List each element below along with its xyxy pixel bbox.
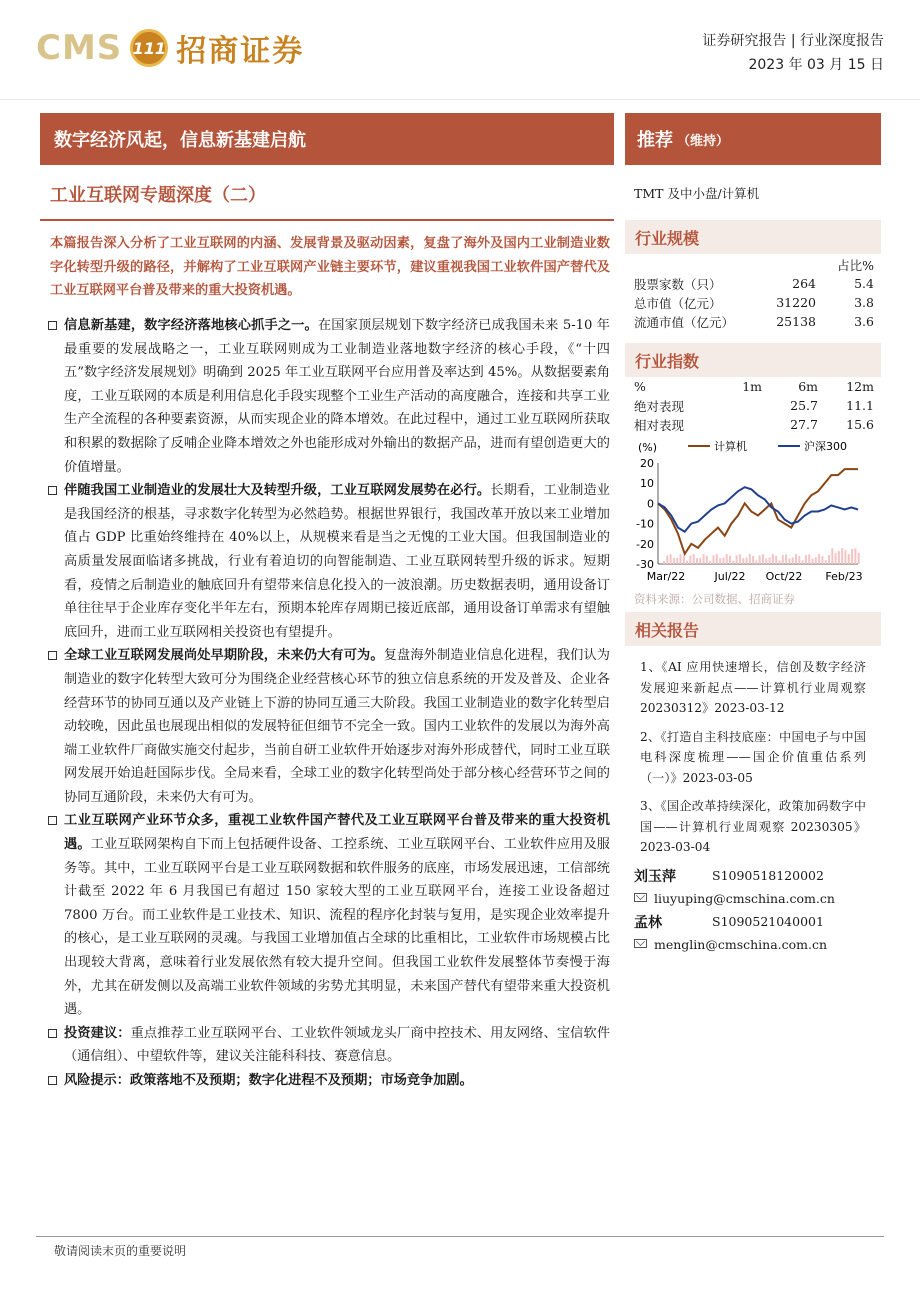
volume-bar	[703, 554, 705, 564]
logo-latin: CMS	[36, 28, 123, 68]
paragraph-text: 在国家顶层规划下数字经济已成我国未来 5-10 年最重要的发展战略之一，工业互联网则成为工业制造业落地数字经济的核心手段，《“十四五”数字经济发展规划》明确到 2025 年工业互联网平台应用普及率达到 45%。从数据要素角度，工业互联网的本质是利用信息化手段实现整个工业生产活动的高度融合，连接和共享工业生产全流程的各种要素资源，从而实现企业的降本增效。在此过程中，通过工业互联网所获取和积累的数据除了反哺企业降本增效之外也能形成对外输出的数据产品，进而有望创造更大的价值增量。	[64, 318, 610, 475]
volume-bar	[818, 554, 820, 564]
subtitle-divider	[40, 219, 614, 221]
volume-bar	[845, 550, 847, 564]
volume-bar	[762, 554, 764, 564]
y-tick-label: 0	[647, 497, 654, 511]
volume-bar	[782, 555, 784, 564]
y-tick-label: 20	[640, 457, 654, 470]
volume-bar	[666, 556, 668, 564]
bullet-paragraph	[48, 1022, 610, 1069]
mail-icon	[634, 893, 647, 902]
related-report-item[interactable]: 3、《国企改革持续深化，政策加码数字中国——计算机行业周观察 20230305》2023-03-04	[640, 799, 866, 854]
industry-scale-heading-text: 行业规模	[635, 228, 700, 248]
volume-bar	[719, 558, 721, 564]
volume-bar	[785, 554, 787, 564]
volume-bar	[805, 555, 807, 564]
paragraph-lead: 风险提示：政策落地不及预期；数字化进程不及预期；市场竞争加剧。	[64, 1073, 473, 1088]
industry-scale-heading	[625, 220, 881, 254]
paragraph-lead: 投资建议：	[64, 1025, 131, 1041]
legend-label: 沪深300	[804, 440, 847, 453]
col-header: 1m	[742, 379, 762, 394]
volume-bar	[742, 558, 744, 564]
table-row	[634, 415, 874, 434]
analyst-name: 孟林	[634, 914, 662, 931]
row-6m: 27.7	[790, 417, 818, 432]
volume-bar	[696, 558, 698, 564]
volume-bar	[841, 548, 843, 564]
volume-bar	[838, 551, 840, 564]
volume-bar	[713, 555, 715, 564]
volume-bar	[825, 560, 827, 564]
logo-cn: 招商证券	[176, 34, 305, 69]
table-row	[634, 312, 874, 331]
report-title: 数字经济风起，信息新基建启航	[54, 130, 306, 151]
bullet-paragraph	[48, 1069, 610, 1093]
volume-bar	[736, 555, 738, 564]
analyst-row	[634, 910, 874, 933]
volume-bar	[755, 561, 757, 564]
x-tick-label: Feb/23	[825, 570, 863, 583]
y-tick-label: -10	[636, 517, 654, 531]
rating-bar	[625, 113, 881, 165]
rating-note: （维持）	[677, 133, 730, 149]
related-reports-heading	[625, 612, 881, 646]
legend-label: 计算机	[714, 440, 747, 453]
volume-bar	[765, 558, 767, 564]
checkbox-bullet-icon	[48, 651, 57, 660]
x-tick-label: Jul/22	[714, 570, 746, 583]
volume-bar	[795, 554, 797, 564]
analyst-email-row	[634, 887, 874, 910]
checkbox-bullet-icon	[48, 1029, 57, 1038]
analysts-block	[634, 864, 874, 956]
chart-source: 资料来源：公司数据、招商证券	[634, 592, 795, 606]
volume-bar	[663, 561, 665, 564]
title-bar	[40, 113, 614, 165]
row-pct: 3.6	[854, 314, 874, 329]
volume-bar	[812, 559, 814, 564]
volume-bar	[752, 556, 754, 564]
paragraph-text: 长期看，工业制造业是我国经济的根基，寻求数字化转型为必然趋势。根据世界银行，我国改革开放以来工业增加值占 GDP 比重始终维持在 40%以上，从规模来看是当之无愧的工业大国。但我国制造业的高质量发展面临诸多挑战，行业有着迫切的向智能制造、工业互联网转型升级的诉求。短期看，疫情之后制造业的触底回升有望带来信息化投入的一波浪潮。历史数据表明，通用设备订单往往早于企业库存变化半年左右，预期本轮库存周期已接近底部，通用设备订单需求有望触底回升，进而工业互联网相关投资也有望提升。	[64, 483, 610, 640]
x-tick-label: Oct/22	[765, 570, 803, 583]
analyst-email[interactable]: liuyuping@cmschina.com.cn	[654, 891, 835, 906]
related-report-item[interactable]: 2、《打造自主科技底座：中国电子与中国电科深度梳理——国企价值重估系列（一）》2023-03-05	[640, 729, 866, 785]
volume-bar	[726, 554, 728, 564]
row-label: 股票家数（只）	[634, 276, 722, 292]
volume-bar	[808, 554, 810, 564]
y-tick-label: -30	[636, 558, 654, 571]
volume-bar	[851, 549, 853, 564]
report-type: 证券研究报告 | 行业深度报告	[702, 33, 884, 49]
table-row	[634, 396, 874, 415]
volume-bar	[673, 558, 675, 564]
paragraph-text: 复盘海外制造业信息化进程，我们认为制造业的数字化转型大致可分为围绕企业经营核心环节的独立信息系统的开发及普及、企业各经营环节的协同互通以及产业链上下游的协同互通三大阶段。我国工业制造业的数字化转型启动较晚，因此虽也展现出相似的发展特征但细节不完全一致。国内工业软件的发展以为海外高端工业软件厂商做实施交付起步，当前自研工业软件开始逐步对海外形成替代，同时工业互联网发展开始追赶国际步伐。全局来看，全球工业的数字化转型尚处于部分核心经营环节之间的协同互通阶段，未来仍大有可为。	[64, 648, 610, 805]
row-value: 264	[792, 276, 816, 291]
cms-logo	[36, 22, 304, 74]
related-report-item[interactable]: 1、《AI 应用快速增长，信创及数字经济发展迎来新起点——计算机行业周观察 20230312》2023-03-12	[640, 660, 866, 715]
analyst-id: S1090518120002	[712, 868, 824, 883]
series-line-computer	[658, 469, 858, 554]
industry-scale-table	[634, 255, 874, 331]
volume-bar	[680, 554, 682, 564]
y-tick-label: 10	[640, 477, 654, 491]
volume-bar	[802, 560, 804, 564]
volume-bar	[788, 559, 790, 564]
industry-index-table	[634, 377, 874, 434]
logo-emblem-icon: 111	[130, 29, 168, 67]
col-header: %	[634, 379, 646, 394]
paragraph-lead: 信息新基建，数字经济落地核心抓手之一。	[64, 318, 318, 333]
volume-bar	[858, 553, 860, 564]
paragraph-text: 工业互联网架构自下而上包括硬件设备、工控系统、工业互联网平台、工业软件应用及服务等。其中，工业互联网平台是工业互联网数据和软件服务的底座，市场发展迅速，工信部统计截至 2022 年 6 月我国已有超过 150 家较大型的工业互联网平台，连接工业设备超过 7800 万台。而工业软件是工业技术、知识、流程的程序化封装与复用，是实现企业效率提升的核心，是工业互联网的灵魂。与我国工业增加值占全球的比重相比，工业软件市场规模占比出现较大背离，意味着行业发展依然有较大提升空间。但我国工业软件发展整体节奏慢于海外，尤其在研发侧以及高端工业软件领域的劣势尤其明显，未来国产替代有望带来重大投资机遇。	[64, 837, 610, 1018]
table-row	[634, 274, 874, 293]
analyst-name: 刘玉萍	[634, 868, 676, 885]
volume-bar	[772, 554, 774, 564]
related-reports-heading-text: 相关报告	[635, 620, 700, 640]
industry-index-heading-text: 行业指数	[635, 351, 700, 371]
volume-bar	[835, 553, 837, 564]
analyst-email-row	[634, 933, 874, 956]
row-6m: 25.7	[790, 398, 818, 413]
index-line-chart	[628, 438, 880, 586]
volume-bar	[759, 555, 761, 564]
volume-bar	[729, 556, 731, 564]
table-row	[634, 293, 874, 312]
volume-bar	[732, 561, 734, 564]
x-tick-label: Mar/22	[646, 570, 686, 583]
volume-bar	[848, 554, 850, 564]
paragraph-lead: 全球工业互联网发展尚处早期阶段，未来仍大有可为。	[64, 648, 384, 664]
report-date: 2023 年 03 月 15 日	[748, 57, 884, 73]
volume-bar	[854, 548, 856, 564]
report-subtitle: 工业互联网专题深度（二）	[50, 185, 266, 206]
volume-bar	[689, 555, 691, 564]
rating-label: 推荐	[637, 130, 673, 151]
industry-index-heading	[625, 343, 881, 377]
body-text	[48, 314, 610, 1093]
checkbox-bullet-icon	[48, 816, 57, 825]
checkbox-bullet-icon	[48, 486, 57, 495]
row-12m: 15.6	[846, 417, 874, 432]
volume-bar	[775, 556, 777, 564]
paragraph-lead: 伴随我国工业制造业的发展壮大及转型升级，工业互联网发展势在必行。	[64, 483, 491, 499]
mail-icon	[634, 939, 647, 948]
volume-bar	[779, 560, 781, 564]
y-axis-label: (%)	[638, 441, 658, 454]
volume-bar	[676, 558, 678, 564]
footer-divider	[36, 1236, 884, 1237]
summary-text: 本篇报告深入分析了工业互联网的内涵、发展背景及驱动因素，复盘了海外及国内工业制造业数字化转型升级的路径，并解构了工业互联网产业链主要环节，建议重视我国工业软件国产替代及工业互联网平台普及带来的重大投资机遇。	[50, 236, 610, 298]
volume-bar	[828, 555, 830, 564]
row-pct: 5.4	[854, 276, 874, 291]
volume-bar	[749, 554, 751, 564]
volume-bar	[683, 556, 685, 564]
volume-bar	[706, 556, 708, 564]
table-header-row	[634, 255, 874, 274]
col-header: 12m	[846, 379, 874, 394]
analyst-id: S1090521040001	[712, 914, 824, 929]
volume-bar	[716, 554, 718, 564]
volume-bar	[769, 557, 771, 564]
volume-bar	[815, 557, 817, 564]
volume-bar	[831, 548, 833, 564]
related-reports-list	[640, 657, 866, 866]
analyst-email[interactable]: menglin@cmschina.com.cn	[654, 937, 828, 952]
volume-bar	[739, 554, 741, 564]
col-header: 6m	[798, 379, 818, 394]
volume-bar	[792, 557, 794, 564]
footer-note: 敬请阅读末页的重要说明	[54, 1244, 187, 1258]
paragraph-text: 重点推荐工业互联网平台、工业软件领域龙头厂商中控技术、用友网络、宝信软件（通信组）、中望软件等，建议关注能科科技、赛意信息。	[64, 1025, 611, 1065]
volume-bar	[699, 558, 701, 564]
volume-bar	[798, 556, 800, 564]
bullet-paragraph	[48, 809, 610, 1021]
series-line-hs300	[658, 487, 858, 532]
volume-bar	[670, 554, 672, 564]
table-header-row	[634, 377, 874, 396]
sector-label: TMT 及中小盘/计算机	[634, 186, 760, 201]
volume-bar	[709, 561, 711, 564]
row-label: 绝对表现	[634, 398, 685, 414]
row-label: 相对表现	[634, 417, 685, 433]
checkbox-bullet-icon	[48, 1076, 57, 1085]
volume-bar	[686, 561, 688, 564]
row-value: 25138	[776, 314, 816, 329]
row-label: 总市值（亿元）	[634, 295, 722, 311]
volume-bar	[821, 556, 823, 564]
bullet-paragraph	[48, 479, 610, 644]
volume-bar	[693, 554, 695, 564]
checkbox-bullet-icon	[48, 321, 57, 330]
paragraph-lead: 工业互联网产业环节众多，重视工业软件国产替代及工业互联网平台普及带来的重大投资机遇。	[64, 813, 610, 853]
row-12m: 11.1	[846, 398, 874, 413]
row-value: 31220	[776, 295, 816, 310]
y-tick-label: -20	[636, 537, 654, 551]
header-divider	[0, 99, 920, 100]
volume-bar	[722, 558, 724, 564]
analyst-row	[634, 864, 874, 887]
row-pct: 3.8	[854, 295, 874, 310]
row-label: 流通市值（亿元）	[634, 314, 735, 330]
bullet-paragraph	[48, 644, 610, 809]
pct-header: 占比%	[837, 257, 874, 273]
volume-bar	[746, 558, 748, 564]
bullet-paragraph	[48, 314, 610, 479]
